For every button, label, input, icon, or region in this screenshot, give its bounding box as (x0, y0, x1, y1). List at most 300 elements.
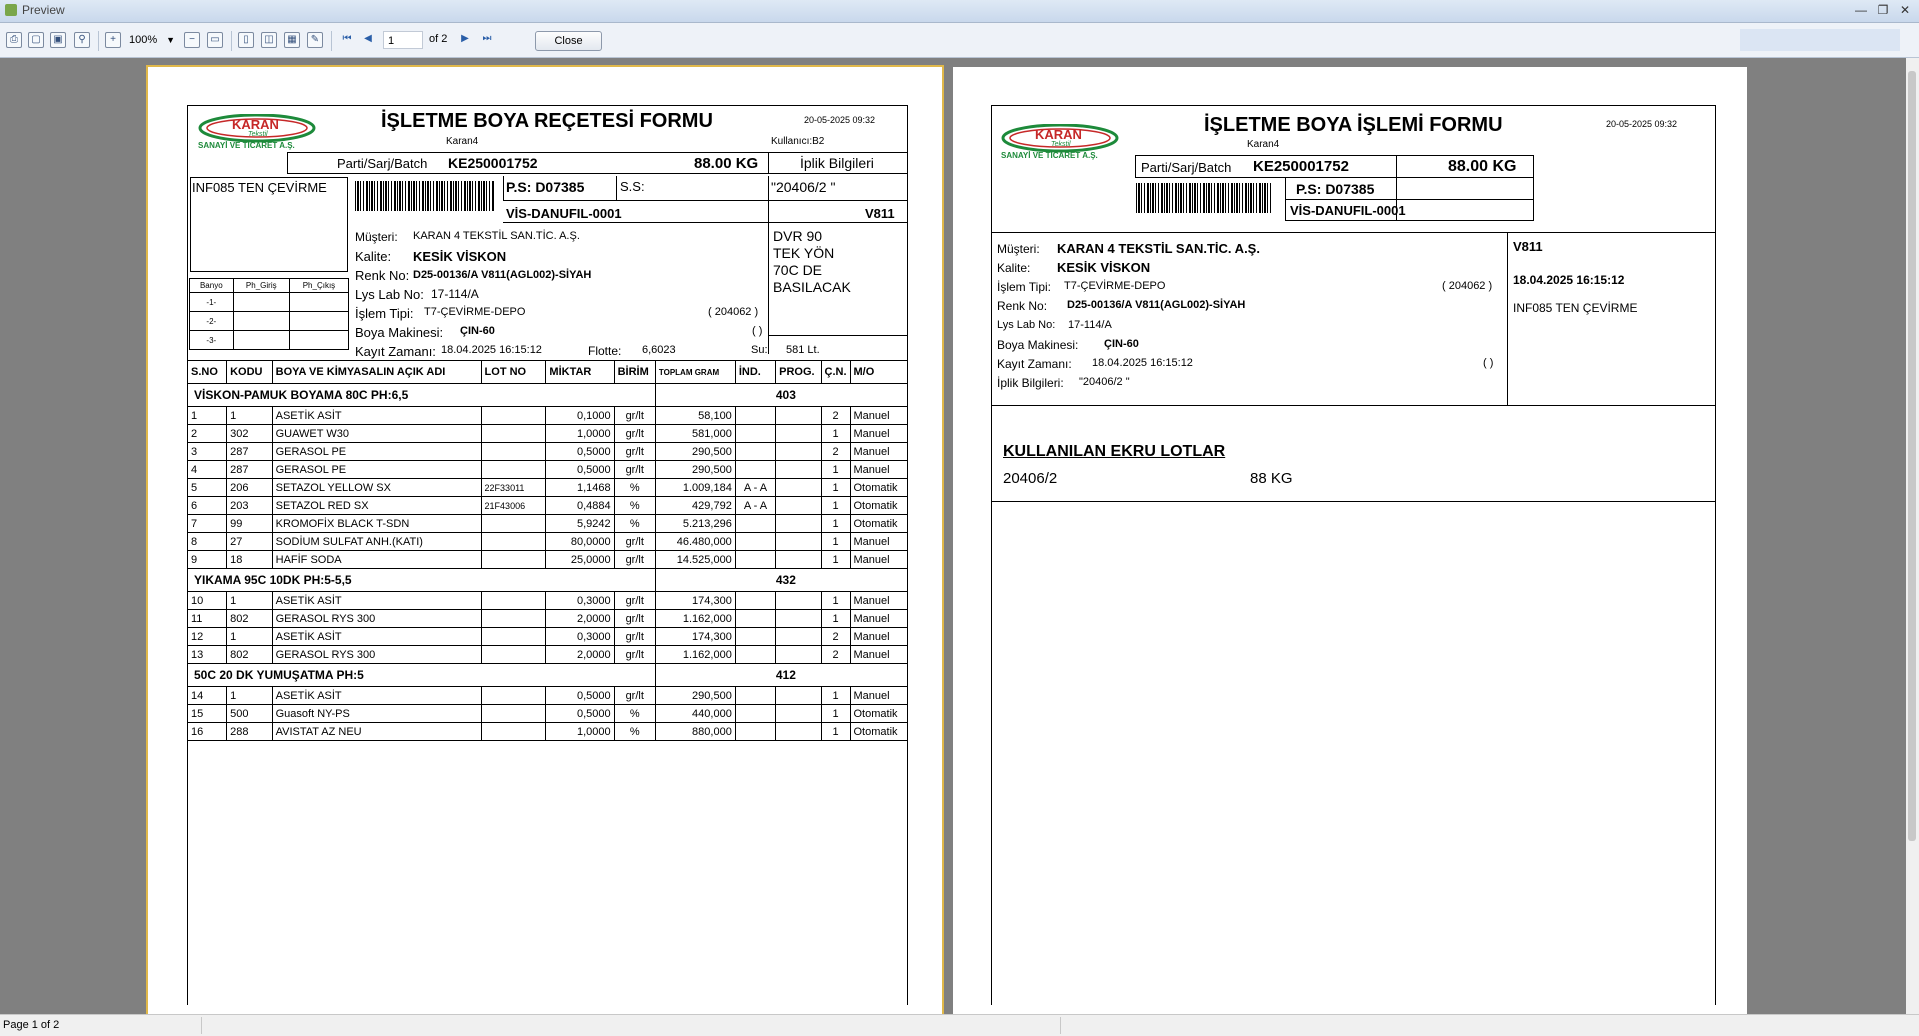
table-cell: ASETİK ASİT (272, 687, 481, 705)
table-cell: ASETİK ASİT (272, 628, 481, 646)
table-cell: 25,0000 (546, 551, 614, 569)
previous-page-icon[interactable]: ◀ (364, 33, 372, 44)
form-title: İŞLETME BOYA İŞLEMİ FORMU (1204, 114, 1503, 136)
kg-value: 88.00 KG (694, 155, 759, 172)
kullanici-label: Kullanıcı:B2 (771, 136, 825, 147)
table-cell: 58,100 (655, 407, 735, 425)
vis-value: VİS-DANUFIL-0001 (1290, 203, 1406, 218)
table-cell: 0,4884 (546, 497, 614, 515)
lys-value: 17-114/A (431, 287, 479, 301)
table-cell: 27 (227, 533, 273, 551)
table-cell (776, 461, 821, 479)
close-window-button[interactable]: ✕ (1899, 3, 1911, 17)
table-cell: gr/lt (614, 443, 655, 461)
table-cell: 1 (188, 407, 227, 425)
table-cell: 0,3000 (546, 628, 614, 646)
last-page-icon[interactable]: ⏭ (482, 33, 492, 44)
table-row (188, 515, 908, 533)
table-cell: 1 (821, 533, 850, 551)
table-cell: 2,0000 (546, 610, 614, 628)
islem-code: ( 204062 ) (1442, 280, 1493, 292)
zoom-select[interactable] (129, 31, 177, 49)
status-text: Page 1 of 2 (3, 1019, 60, 1031)
table-cell: gr/lt (614, 407, 655, 425)
table-cell (735, 705, 775, 723)
ekru-kg: 88 KG (1250, 470, 1293, 487)
two-page-icon[interactable]: ◫ (261, 32, 277, 48)
table-cell: gr/lt (614, 533, 655, 551)
table-cell: Manuel (850, 443, 908, 461)
table-cell: 1 (821, 515, 850, 533)
dvr-note: DVR 90 TEK YÖN 70C DE BASILACAK (773, 228, 851, 295)
group-title: 50C 20 DK YUMUŞATMA PH:5 (188, 664, 656, 687)
table-cell: 0,5000 (546, 705, 614, 723)
table-row (188, 687, 908, 705)
table-cell: Manuel (850, 687, 908, 705)
save-icon[interactable]: ▣ (50, 32, 66, 48)
ss-label: S.S: (620, 179, 645, 194)
print-icon[interactable]: ⎙ (6, 32, 22, 48)
table-cell: HAFİF SODA (272, 551, 481, 569)
chevron-down-icon: ▼ (166, 35, 175, 45)
table-cell: 1,0000 (546, 425, 614, 443)
app-icon (5, 4, 17, 16)
group-code: 403 (655, 384, 907, 407)
table-row (188, 425, 908, 443)
company-logo: KARAN Tekstil SANAYİ VE TİCARET A.Ş. (1001, 124, 1119, 160)
zoom-in-icon[interactable]: + (105, 32, 121, 48)
print-datetime: 20-05-2025 09:32 (1606, 119, 1678, 129)
table-cell (735, 515, 775, 533)
table-cell: Otomatik (850, 515, 908, 533)
column-header: BOYA VE KİMYASALIN AÇIK ADI (272, 361, 481, 384)
table-cell (735, 610, 775, 628)
table-cell (735, 687, 775, 705)
table-cell: 1.162,000 (655, 610, 735, 628)
makine-value: ÇIN-60 (1104, 338, 1139, 350)
table-cell: 290,500 (655, 443, 735, 461)
table-cell: 1 (227, 687, 273, 705)
group-title: YIKAMA 95C 10DK PH:5-5,5 (188, 569, 656, 592)
table-cell: SODİUM SULFAT ANH.(KATI) (272, 533, 481, 551)
inf-value: INF085 TEN ÇEVİRME (192, 180, 327, 195)
table-cell: SETAZOL YELLOW SX (272, 479, 481, 497)
parti-label: Parti/Sarj/Batch (1141, 160, 1232, 175)
table-cell: 1,0000 (546, 723, 614, 741)
page-2: KARAN Tekstil SANAYİ VE TİCARET A.Ş. İŞLETME BOYA İŞLEMİ FORMU Karan4 20-05-2025 09:32 Parti/Sarj/Batch KE250001752 88.00 KG P.S: D07385 VİS-DANUFIL-0001 Müşteri: KARAN 4 TEKSTİL SAN.TİC. A.Ş. Kalite: KESİK VİSKON İşlem Tipi: T7-ÇEVİRME-DEPO ( 204062 ) Renk No: D25-00136/A V811(AGL002)-SİYAH Lys Lab No: 17-114/A Boya Makinesi: ÇIN-60 Kayıt Zamanı: 18.04.2025 16:15:12 ( ) İplik Bilgileri: "20406/2 " V811 18.04.2025 16:15:12 INF085 TEN ÇEVİRME KULLANILAN EKRU LOTLAR 20406/2 88 KG (953, 67, 1747, 1014)
company-logo: KARAN Tekstil SANAYİ VE TİCARET A.Ş. (198, 114, 316, 150)
parti-value: KE250001752 (1253, 158, 1349, 175)
table-cell: gr/lt (614, 592, 655, 610)
table-cell: 8 (188, 533, 227, 551)
table-cell (481, 443, 546, 461)
makine-value: ÇIN-60 (460, 325, 495, 337)
parti-label: Parti/Sarj/Batch (337, 156, 428, 171)
table-row (188, 551, 908, 569)
ps-value: P.S: D07385 (506, 179, 585, 195)
table-cell (735, 443, 775, 461)
table-cell: 1 (821, 479, 850, 497)
scroll-thumb[interactable] (1908, 71, 1916, 841)
table-cell (776, 610, 821, 628)
kayit-value: 18.04.2025 16:15:12 (441, 344, 542, 356)
table-cell: 290,500 (655, 461, 735, 479)
table-cell: 287 (227, 443, 273, 461)
table-cell: Otomatik (850, 705, 908, 723)
table-cell (481, 425, 546, 443)
table-cell: 2 (821, 407, 850, 425)
table-row (188, 461, 908, 479)
table-cell: 14.525,000 (655, 551, 735, 569)
table-cell: Manuel (850, 407, 908, 425)
close-button[interactable]: Close (535, 31, 602, 51)
column-header: İND. (735, 361, 775, 384)
column-header: PROG. (776, 361, 821, 384)
column-header: MİKTAR (546, 361, 614, 384)
page-number-input[interactable]: 1 (383, 31, 423, 49)
recipe-table (187, 360, 908, 741)
table-cell: 13 (188, 646, 227, 664)
column-header: S.NO (188, 361, 227, 384)
table-cell: KROMOFİX BLACK T-SDN (272, 515, 481, 533)
islem-value: T7-ÇEVİRME-DEPO (424, 306, 526, 318)
table-row (188, 479, 908, 497)
ph-table: Banyo Ph_Giriş Ph_Çıkış -1- -2- -3- (189, 278, 349, 350)
table-cell (735, 551, 775, 569)
table-cell (776, 515, 821, 533)
table-cell (735, 592, 775, 610)
user-label: Karan4 (1247, 139, 1280, 150)
table-cell: 1 (821, 592, 850, 610)
vis-value: VİS-DANUFIL-0001 (506, 206, 622, 221)
table-cell: Otomatik (850, 479, 908, 497)
musteri-value: KARAN 4 TEKSTİL SAN.TİC. A.Ş. (413, 230, 580, 242)
table-cell (776, 533, 821, 551)
table-cell: % (614, 705, 655, 723)
table-cell (776, 425, 821, 443)
page-1: KARAN Tekstil SANAYİ VE TİCARET A.Ş. İŞLETME BOYA REÇETESİ FORMU Karan4 Kullanıcı:B2 20-05-2025 09:32 Parti/Sarj/Batch KE250001752 88.00 KG İplik Bilgileri INF085 TEN ÇEVİRME Banyo Ph_Giriş Ph_Çıkış -1- -2- -3- P.S: D07385 S.S: "20406/2 " VİS-DANUFIL-0001 V811 Müşteri: KARAN 4 TEKSTİL SAN.TİC. A.Ş. Kalite: KESİK VİSKON Renk No: D25-00136/A V811(AGL002)-SİYAH Lys Lab No: 17-114/A İşlem Tipi: T7-ÇEVİRME-DEPO ( 204062 ) Boya Makinesi: ÇIN-60 ( ) Kayıt Zamanı: 18.04.2025 16:15:12 Flotte: 6,6023 Su: 581 Lt. DVR 90 TEK YÖN 70C DE BASILACAK S.NO KODU BOYA VE KİMYASALIN AÇIK ADI LOT NO MİKTAR BİRİM TOPLAM GRAM İND. PROG. Ç.N. M/O VİSKON-PAMUK BOYAMA 80C PH:6,5 403 1 1 ASETİK ASİT 0,1000 gr/lt 58,100 2 Manuel 2 302 GUAWET W30 1,0000 gr/lt 581,000 1 Manuel 3 287 GERASOL PE 0,5000 gr/lt 290,500 2 Manuel 4 287 GERASOL PE 0,5000 gr/lt 290,500 1 Manuel 5 206 SETAZOL YELLOW SX 22F33011 1,1468 % 1.009,184 A - A 1 Otomatik 6 203 SETAZOL RED SX 21F43006 0,4884 % 429,792 A - A 1 Otomatik 7 99 KROMOFİX BLACK T-SDN 5,9242 % 5.213,296 1 Otomatik 8 27 SODİUM SULFAT ANH.(KATI) 80,0000 gr/lt 46.480,000 1 Manuel 9 18 HAFİF SODA 25,0000 gr/lt 14.525,000 1 Manuel YIKAMA 95C 10DK PH:5-5,5 432 10 1 ASETİK ASİT 0,3000 gr/lt 174,300 1 Manuel 11 802 GERASOL RYS 300 2,0000 gr/lt 1.162,000 1 Manuel 12 1 ASETİK ASİT 0,3000 gr/lt 174,300 2 Manuel 13 802 GERASOL RYS 300 2,0000 gr/lt 1.162,000 2 Manuel 50C 20 DK YUMUŞATMA PH:5 412 14 1 ASETİK ASİT 0,5000 gr/lt 290,500 1 Manuel 15 500 Guasoft NY-PS 0,5000 % 440,000 1 Otomatik 16 288 AVISTAT AZ NEU 1,0000 % 880,000 1 Otomatik (148, 67, 942, 1014)
table-cell: 1,1468 (546, 479, 614, 497)
table-cell: 6 (188, 497, 227, 515)
table-cell (481, 461, 546, 479)
table-cell: Otomatik (850, 723, 908, 741)
table-cell (481, 592, 546, 610)
user-label: Karan4 (446, 136, 479, 147)
minimize-button[interactable]: — (1855, 3, 1867, 17)
table-cell (735, 628, 775, 646)
table-cell: 15 (188, 705, 227, 723)
table-cell (481, 628, 546, 646)
table-cell: Manuel (850, 628, 908, 646)
table-row (188, 610, 908, 628)
table-cell: 16 (188, 723, 227, 741)
table-row (188, 628, 908, 646)
table-cell: 14 (188, 687, 227, 705)
table-cell: 7 (188, 515, 227, 533)
table-row (188, 723, 908, 741)
table-cell (776, 723, 821, 741)
table-cell (776, 551, 821, 569)
kalite-value: KESİK VİSKON (1057, 260, 1151, 275)
table-cell (481, 533, 546, 551)
table-cell: % (614, 479, 655, 497)
table-cell: Manuel (850, 461, 908, 479)
renk-value: D25-00136/A V811(AGL002)-SİYAH (1067, 299, 1246, 311)
table-cell: 0,5000 (546, 687, 614, 705)
table-cell: 1 (821, 610, 850, 628)
table-cell: 99 (227, 515, 273, 533)
table-cell (776, 705, 821, 723)
table-cell (735, 533, 775, 551)
table-cell: 1 (821, 551, 850, 569)
table-cell: 12 (188, 628, 227, 646)
table-cell: 174,300 (655, 592, 735, 610)
group-row (188, 569, 908, 592)
table-cell: 80,0000 (546, 533, 614, 551)
table-cell: 174,300 (655, 628, 735, 646)
table-cell (735, 723, 775, 741)
table-cell (735, 407, 775, 425)
table-cell: 1 (227, 407, 273, 425)
table-cell: A - A (735, 497, 775, 515)
table-cell (776, 628, 821, 646)
open-icon[interactable]: ▢ (28, 32, 44, 48)
table-cell (735, 425, 775, 443)
table-cell: % (614, 515, 655, 533)
v-value: V811 (1513, 239, 1543, 254)
table-cell: 9 (188, 551, 227, 569)
column-header: M/O (850, 361, 908, 384)
page-count-label: of 2 (429, 33, 448, 45)
zoom-value: 100% (129, 34, 158, 46)
table-cell: GERASOL PE (272, 443, 481, 461)
zoom-out-icon[interactable]: − (184, 32, 200, 48)
table-cell: 46.480,000 (655, 533, 735, 551)
table-cell: Otomatik (850, 497, 908, 515)
table-cell (481, 551, 546, 569)
table-cell: 5,9242 (546, 515, 614, 533)
group-code: 432 (655, 569, 907, 592)
table-cell: 802 (227, 610, 273, 628)
table-cell (776, 407, 821, 425)
islem-code: ( 204062 ) (708, 306, 759, 318)
table-cell: 1.009,184 (655, 479, 735, 497)
table-cell (776, 687, 821, 705)
table-row (188, 592, 908, 610)
table-cell: 0,5000 (546, 461, 614, 479)
thumbnails-icon[interactable]: ▦ (284, 32, 300, 48)
barcode (1136, 183, 1272, 213)
toolbar (0, 23, 1919, 58)
single-page-icon[interactable]: ▯ (238, 32, 254, 48)
ekru-title: KULLANILAN EKRU LOTLAR (1003, 443, 1226, 460)
flotte-value: 6,6023 (642, 344, 676, 356)
group-row (188, 664, 908, 687)
table-cell: 1 (821, 687, 850, 705)
table-cell (481, 723, 546, 741)
table-cell: GERASOL RYS 300 (272, 646, 481, 664)
table-cell: 880,000 (655, 723, 735, 741)
table-cell: % (614, 497, 655, 515)
find-icon[interactable]: ⚲ (74, 32, 90, 48)
musteri-value: KARAN 4 TEKSTİL SAN.TİC. A.Ş. (1057, 241, 1260, 256)
column-header: TOPLAM GRAM (655, 361, 735, 384)
table-cell (481, 705, 546, 723)
column-header: BİRİM (614, 361, 655, 384)
column-header: KODU (227, 361, 273, 384)
table-cell: 2,0000 (546, 646, 614, 664)
lys-value: 17-114/A (1068, 319, 1112, 331)
table-cell: 4 (188, 461, 227, 479)
table-cell: gr/lt (614, 687, 655, 705)
iplik-value: "20406/2 " (1079, 376, 1130, 388)
table-cell (776, 646, 821, 664)
ps-value: P.S: D07385 (1296, 181, 1375, 197)
parti-value: KE250001752 (448, 155, 538, 171)
table-cell: 1 (821, 425, 850, 443)
vertical-scrollbar[interactable] (1906, 58, 1919, 1014)
fit-page-icon[interactable]: ▭ (207, 32, 223, 48)
table-cell: 0,5000 (546, 443, 614, 461)
form-title: İŞLETME BOYA REÇETESİ FORMU (381, 110, 713, 132)
table-row (188, 646, 908, 664)
table-cell: gr/lt (614, 646, 655, 664)
table-cell: gr/lt (614, 628, 655, 646)
table-cell: 1 (821, 497, 850, 515)
table-cell (776, 592, 821, 610)
table-row (188, 497, 908, 515)
table-cell (481, 515, 546, 533)
edit-icon[interactable]: ✎ (307, 32, 323, 48)
table-cell: gr/lt (614, 610, 655, 628)
table-cell: 21F43006 (481, 497, 546, 515)
table-cell: 206 (227, 479, 273, 497)
next-page-icon[interactable]: ▶ (461, 33, 469, 44)
table-row (188, 533, 908, 551)
table-cell: 440,000 (655, 705, 735, 723)
table-cell: 2 (821, 628, 850, 646)
table-cell: Manuel (850, 533, 908, 551)
table-cell: GERASOL PE (272, 461, 481, 479)
table-cell: AVISTAT AZ NEU (272, 723, 481, 741)
barcode (355, 181, 495, 211)
table-row (188, 443, 908, 461)
date-value: 18.04.2025 16:15:12 (1513, 273, 1625, 287)
table-cell: 22F33011 (481, 479, 546, 497)
table-cell: Manuel (850, 646, 908, 664)
table-cell: SETAZOL RED SX (272, 497, 481, 515)
table-cell: gr/lt (614, 461, 655, 479)
table-cell (776, 479, 821, 497)
print-datetime: 20-05-2025 09:32 (804, 115, 876, 125)
table-cell: 10 (188, 592, 227, 610)
table-cell (776, 497, 821, 515)
table-cell: 2 (188, 425, 227, 443)
table-cell: 0,3000 (546, 592, 614, 610)
table-cell: 288 (227, 723, 273, 741)
table-cell: 287 (227, 461, 273, 479)
table-cell: 5.213,296 (655, 515, 735, 533)
column-header: Ç.N. (821, 361, 850, 384)
inf-value: INF085 TEN ÇEVİRME (1513, 301, 1638, 315)
table-cell: 1.162,000 (655, 646, 735, 664)
table-cell: gr/lt (614, 551, 655, 569)
table-cell (776, 443, 821, 461)
table-cell: 3 (188, 443, 227, 461)
table-cell: 203 (227, 497, 273, 515)
table-cell: % (614, 723, 655, 741)
table-cell: ASETİK ASİT (272, 592, 481, 610)
status-bar (0, 1014, 1919, 1036)
table-cell (481, 610, 546, 628)
iplik-value: "20406/2 " (771, 179, 836, 195)
table-cell: 1 (227, 628, 273, 646)
su-value: 581 Lt. (786, 344, 820, 356)
first-page-icon[interactable]: ⏮ (342, 33, 352, 44)
title-bar (0, 0, 1919, 23)
table-row (188, 407, 908, 425)
ekru-lot: 20406/2 (1003, 470, 1058, 487)
table-cell: GERASOL RYS 300 (272, 610, 481, 628)
table-cell: 1 (227, 592, 273, 610)
table-cell: 1 (821, 705, 850, 723)
table-cell: gr/lt (614, 425, 655, 443)
group-code: 412 (655, 664, 907, 687)
window-title: Preview (22, 3, 65, 17)
table-cell: 581,000 (655, 425, 735, 443)
v-value: V811 (865, 206, 895, 221)
table-cell: 2 (821, 443, 850, 461)
kayit-value: 18.04.2025 16:15:12 (1092, 357, 1193, 369)
group-row (188, 384, 908, 407)
islem-value: T7-ÇEVİRME-DEPO (1064, 280, 1166, 292)
table-cell: ASETİK ASİT (272, 407, 481, 425)
table-cell: 1 (821, 723, 850, 741)
table-cell (735, 646, 775, 664)
table-cell: 429,792 (655, 497, 735, 515)
table-cell: 0,1000 (546, 407, 614, 425)
table-cell: 2 (821, 646, 850, 664)
iplik-label: İplik Bilgileri (800, 155, 874, 171)
table-cell: Guasoft NY-PS (272, 705, 481, 723)
restore-button[interactable]: ❐ (1877, 3, 1889, 17)
table-cell: 11 (188, 610, 227, 628)
kalite-value: KESİK VİSKON (413, 249, 507, 264)
table-row (188, 705, 908, 723)
table-cell: Manuel (850, 551, 908, 569)
table-cell: 1 (821, 461, 850, 479)
table-cell: 5 (188, 479, 227, 497)
table-cell (481, 646, 546, 664)
table-cell: Manuel (850, 610, 908, 628)
table-cell: 802 (227, 646, 273, 664)
table-cell: Manuel (850, 592, 908, 610)
preview-viewport (0, 58, 1906, 1014)
table-cell: 500 (227, 705, 273, 723)
renk-value: D25-00136/A V811(AGL002)-SİYAH (413, 269, 592, 281)
table-cell (481, 687, 546, 705)
table-cell: GUAWET W30 (272, 425, 481, 443)
table-cell: A - A (735, 479, 775, 497)
table-cell: 302 (227, 425, 273, 443)
group-title: VİSKON-PAMUK BOYAMA 80C PH:6,5 (188, 384, 656, 407)
kg-value: 88.00 KG (1448, 158, 1517, 175)
table-cell (481, 407, 546, 425)
table-cell: 18 (227, 551, 273, 569)
table-cell (735, 461, 775, 479)
column-header: LOT NO (481, 361, 546, 384)
table-cell: 290,500 (655, 687, 735, 705)
